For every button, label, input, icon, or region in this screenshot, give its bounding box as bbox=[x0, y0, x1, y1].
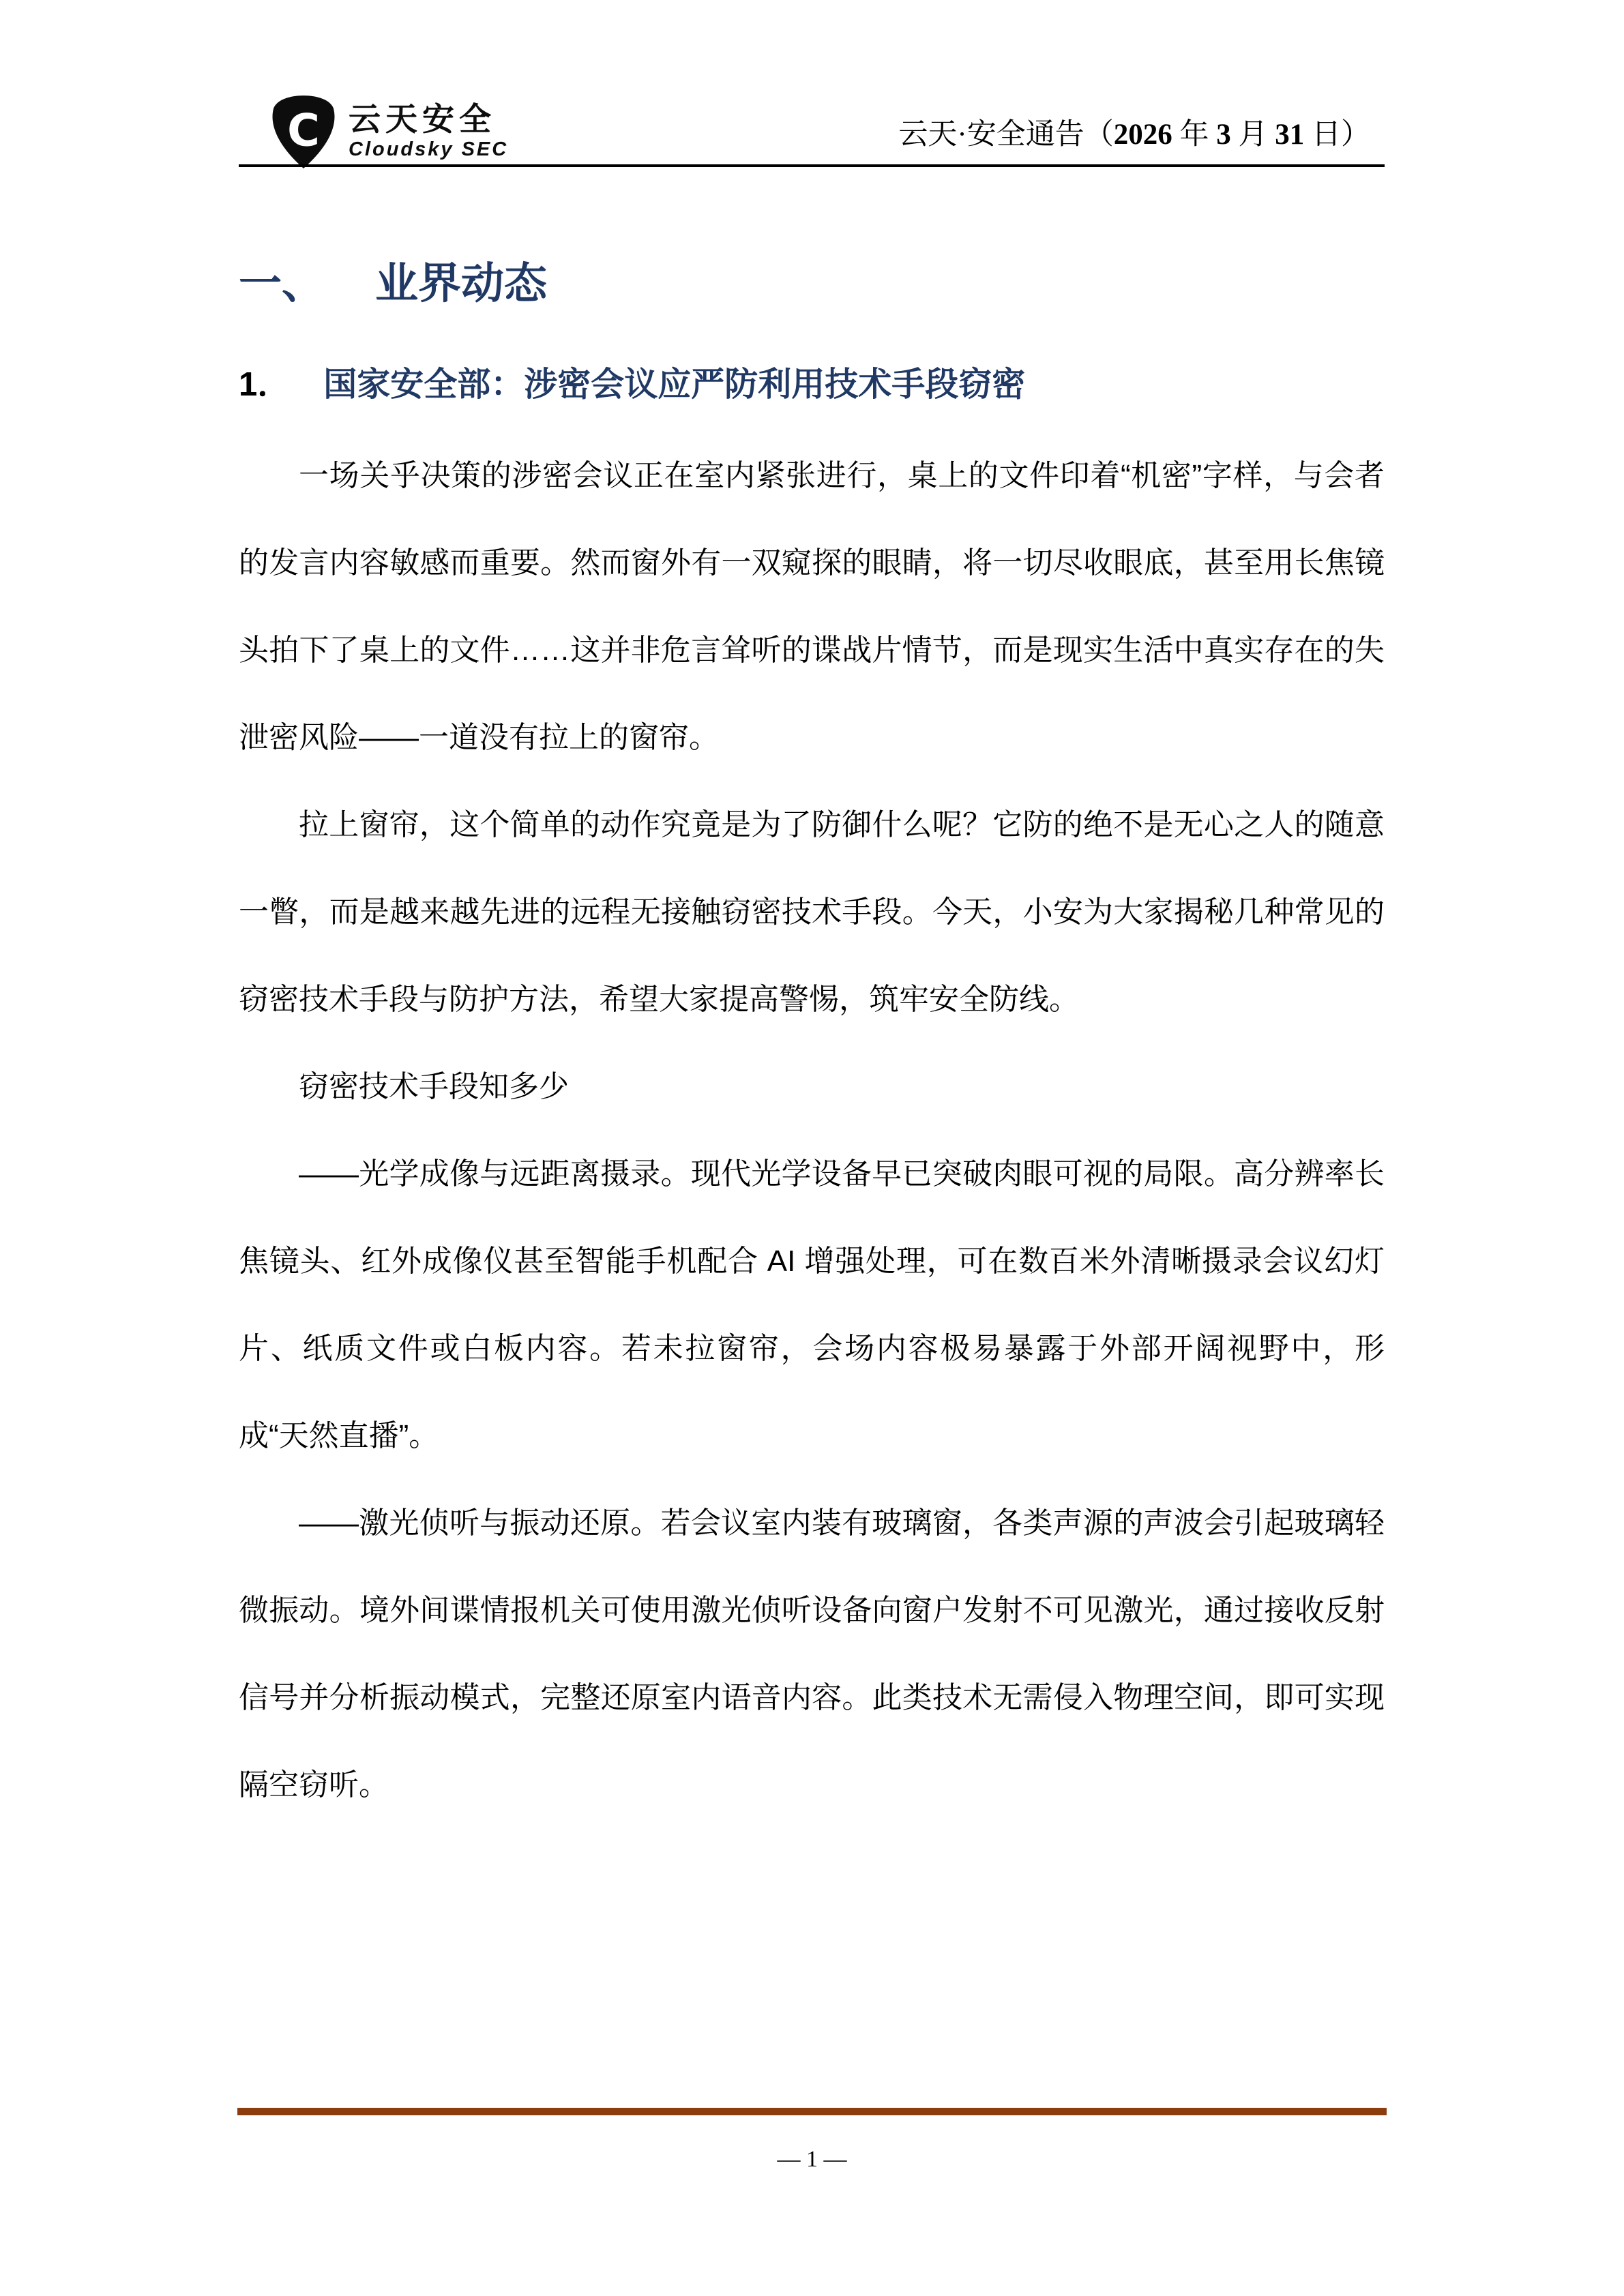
document-body bbox=[239, 167, 1385, 1829]
body-paragraph: 窃密技术手段知多少 bbox=[299, 1070, 569, 1103]
title-sep1: 年 bbox=[1172, 119, 1217, 151]
subsection-heading bbox=[239, 368, 1385, 402]
footer-rule bbox=[237, 2108, 1387, 2115]
brand-name-cn: 云天安全 bbox=[349, 101, 496, 138]
page-header bbox=[0, 0, 1624, 167]
subsection-title: 国家安全部：涉密会议应严防利用技术手段窃密 bbox=[323, 366, 1026, 403]
body-paragraph: ——光学成像与远距离摄录。现代光学设备早已突破肉眼可视的局限。高分辨率长焦镜头、红外成像仪甚至智能手机配合 AI 增强处理，可在数百米外清晰摄录会议幻灯片、纸质文件或白板内容。若未拉窗帘，会场内容极易暴露于外部开阔视野中，形成“天然直播”。 bbox=[239, 1157, 1385, 1452]
body-paragraph: 一场关乎决策的涉密会议正在室内紧张进行，桌上的文件印着“机密”字样，与会者的发言内容敏感而重要。然而窗外有一双窥探的眼睛，将一切尽收眼底，甚至用长焦镜头拍下了桌上的文件……这并非危言耸听的谍战片情节，而是现实生活中真实存在的失泄密风险——一道没有拉上的窗帘。 bbox=[239, 459, 1385, 754]
section-number: 一、 bbox=[239, 260, 325, 308]
section-title: 业界动态 bbox=[375, 260, 547, 308]
document-title bbox=[898, 111, 1370, 153]
title-month: 3 bbox=[1216, 119, 1231, 151]
body-paragraph: 拉上窗帘，这个简单的动作究竟是为了防御什么呢？它防的绝不是无心之人的随意一瞥，而是越来越先进的远程无接触窃密技术手段。今天，小安为大家揭秘几种常见的窃密技术手段与防护方法，希望大家提高警惕，筑牢安全防线。 bbox=[239, 808, 1385, 1016]
title-suffix: 日） bbox=[1304, 119, 1370, 151]
body-paragraph: ——激光侦听与振动还原。若会议室内装有玻璃窗，各类声源的声波会引起玻璃轻微振动。境外间谍情报机关可使用激光侦听设备向窗户发射不可见激光，通过接收反射信号并分析振动模式，完整还原室内语音内容。此类技术无需侵入物理空间，即可实现隔空窃听。 bbox=[239, 1506, 1385, 1802]
brand-text bbox=[349, 102, 508, 160]
brand-name-en: Cloudsky SEC bbox=[349, 138, 509, 160]
logo-letter: C bbox=[287, 105, 320, 157]
brand-logo bbox=[268, 93, 508, 170]
title-sep2: 月 bbox=[1230, 119, 1275, 151]
section-heading bbox=[239, 260, 1385, 308]
title-day: 31 bbox=[1275, 119, 1305, 151]
title-text: 云天·安全通告（ bbox=[898, 119, 1114, 151]
subsection-number: 1． bbox=[239, 366, 291, 403]
title-year: 2026 bbox=[1113, 119, 1172, 151]
page-number: — 1 — bbox=[777, 2147, 847, 2172]
shield-c-icon bbox=[268, 93, 339, 170]
paragraph-block bbox=[239, 432, 1385, 1829]
